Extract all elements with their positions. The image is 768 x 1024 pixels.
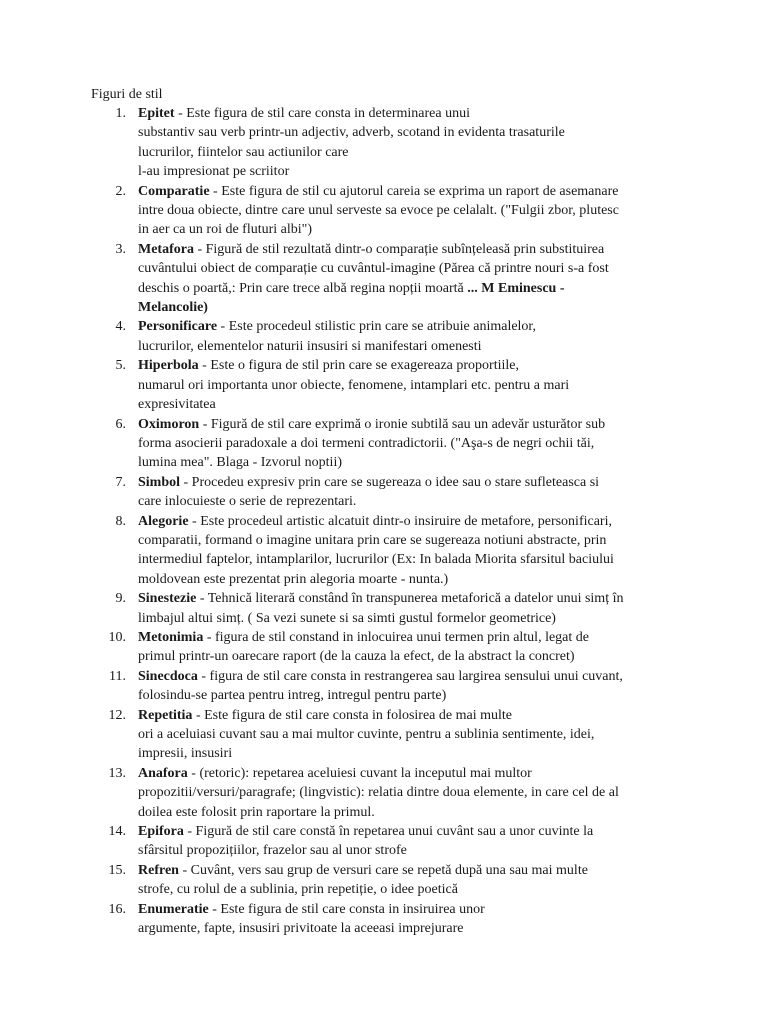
term-text: - Figură de stil care constă în repetarea unui cuvânt sau a unor cuvinte la [183,824,594,840]
list-item [0,240,658,318]
term-text: - Este figura de stil care consta in insiruirea unor [208,901,485,917]
item-number: 8. [115,513,126,529]
term-text: forma asocierii paradoxale a doi termeni contradictorii. ("Aşa-s de negri ochii tăi, [138,435,595,451]
item-line [138,609,658,628]
term-text: - Este o figura de stil prin care se exagereaza proportiile, [198,358,519,374]
item-number: 13. [108,765,126,781]
item-line [138,783,658,802]
term-text: comparatii, formand o imagine unitara prin care se sugereaza notiuni abstracte, prin [138,532,607,548]
item-number: 16. [108,901,126,917]
list-item [0,706,658,764]
term-name: Alegorie [138,513,189,529]
item-line [138,376,658,395]
item-line [138,512,658,531]
item-line [138,919,658,938]
item-line [138,531,658,550]
term-text: doilea este folosit prin raportare la primul. [138,804,375,820]
list-item [0,861,658,900]
term-text: - Procedeu expresiv prin care se sugereaza o idee sau o stare sufleteasca si [180,474,600,490]
item-line [138,822,658,841]
item-line [138,764,658,783]
term-text: - Tehnică literară constând în transpunerea metaforică a datelor unui simț în [196,591,624,607]
term-text: deschis o poartă,: Prin care trece albă regina nopții moartă [138,280,468,296]
term-text: lumina mea". Blaga - Izvorul noptii) [138,455,342,471]
term-text: numarul ori importanta unor obiecte, fenomene, intamplari etc. pentru a mari [138,377,570,393]
term-text: intermediul faptelor, intamplarilor, lucrurilor (Ex: In balada Miorita sfarsitul baciului [138,552,614,568]
term-text: - Este procedeul stilistic prin care se atribuie animalelor, [217,319,537,335]
term-text: - Cuvânt, vers sau grup de versuri care se repetă după una sau mai multe [178,862,588,878]
term-text: - Este figura de stil cu ajutorul careia se exprima un raport de asemanare [209,183,619,199]
term-text: propozitii/versuri/paragrafe; (lingvistic): relatia dintre doua elemente, in care cel de al [138,785,619,801]
item-line [138,162,658,181]
term-text: lucrurilor, fiintelor sau actiunilor care [138,144,349,160]
item-number: 7. [115,474,126,490]
item-number: 11. [109,668,126,684]
term-text: primul printr-un oarecare raport (de la cauza la efect, de la abstract la concret) [138,649,575,665]
term-name: Simbol [138,474,181,490]
term-name: Anafora [138,765,188,781]
term-name: Refren [138,862,179,878]
item-line [138,337,658,356]
term-text: care inlocuieste o serie de reprezentari. [138,494,357,510]
term-name: ... M Eminescu - [467,280,565,296]
term-name: Sinestezie [138,591,197,607]
term-name: Melancolie) [138,300,208,316]
item-line [138,706,658,725]
item-line [138,725,658,744]
term-text: - Este procedeul artistic alcatuit dintr-o insiruire de metafore, personificari, [188,513,612,529]
term-text: intre doua obiecte, dintre care unul serveste sa evoce pe celalalt. ("Fulgii zbor, plutesc [138,203,619,219]
item-number: 3. [115,241,126,257]
item-line [138,356,658,375]
item-line [138,880,658,899]
item-line [138,861,658,880]
item-line [138,453,658,472]
term-text: moldovean este prezentat prin alegoria moarte - nunta.) [138,571,449,587]
term-text: lucrurilor, elementelor naturii insusiri si manifestari omenesti [138,338,482,354]
item-line [138,123,658,142]
item-number: 10. [108,629,126,645]
item-line [138,143,658,162]
term-name: Personificare [138,319,218,335]
term-text: expresivitatea [138,397,216,413]
item-line [138,744,658,763]
term-name: Repetitia [138,707,193,723]
list-item [0,415,658,473]
term-name: Metonimia [138,629,204,645]
item-number: 15. [108,862,126,878]
term-name: Metafora [138,241,194,257]
item-line [138,279,658,298]
figures-list [0,104,768,938]
list-item [0,764,658,822]
term-text: - figura de stil constand in inlocuirea unui termen prin altul, legat de [203,629,589,645]
term-text: l-au impresionat pe scriitor [138,164,290,180]
item-line [138,492,658,511]
item-line [138,628,658,647]
item-line [138,647,658,666]
term-text: argumente, fapte, insusiri privitoate la aceeasi imprejurare [138,921,464,937]
term-text: folosindu-se partea pentru intreg, intregul pentru parte) [138,688,447,704]
list-item [0,182,658,240]
term-name: Hiperbola [138,358,199,374]
item-line [138,550,658,569]
term-name: Enumeratie [138,901,209,917]
item-line [138,240,658,259]
term-text: - Figură de stil rezultată dintr-o comparație subînțeleasă prin substituirea [193,241,605,257]
list-item [0,104,658,182]
item-line [138,415,658,434]
item-line [138,104,658,123]
item-number: 12. [108,707,126,723]
item-number: 1. [115,106,126,121]
item-line [138,667,658,686]
term-text: impresii, insusiri [138,746,233,762]
list-item [0,822,658,861]
item-line [138,182,658,201]
list-item [0,667,658,706]
item-line [138,686,658,705]
term-text: cuvântului obiect de comparație cu cuvântul-imagine (Părea că printre nouri s-a fost [138,261,609,277]
list-item [0,512,658,590]
item-line [138,298,658,317]
term-name: Oximoron [138,416,200,432]
item-number: 9. [115,591,126,607]
document-title: Figuri de stil [91,87,163,102]
list-item [0,317,658,356]
item-number: 4. [115,319,126,335]
term-text: - (retoric): repetarea aceluiesi cuvant la inceputul mai multor [187,765,532,781]
term-name: Epitet [138,106,175,121]
item-number: 2. [115,183,126,199]
item-line [138,841,658,860]
term-text: substantiv sau verb printr-un adjectiv, adverb, scotand in evidenta trasaturile [138,125,565,141]
term-text: strofe, cu rolul de a sublinia, prin repetiție, o idee poetică [138,882,458,898]
item-line [138,570,658,589]
term-text: - Este figura de stil care consta in determinarea unui [174,106,470,121]
term-text: - figura de stil care consta in restrangerea sau largirea sensului unui cuvant, [197,668,623,684]
item-line [138,220,658,239]
term-text: sfârsitul propozițiilor, frazelor sau al unor strofe [138,843,407,859]
term-text: - Este figura de stil care consta in folosirea de mai multe [192,707,512,723]
item-line [138,473,658,492]
item-line [138,803,658,822]
item-number: 5. [115,358,126,374]
item-line [138,259,658,278]
term-text: limbajul altui simț. ( Sa vezi sunete si sa simti gustul formelor geometrice) [138,610,556,626]
item-number: 14. [108,824,126,840]
term-name: Comparatie [138,183,210,199]
item-line [138,201,658,220]
term-text: ori a aceluiasi cuvant sau a mai multor cuvinte, pentru a sublinia sentimente, idei, [138,727,595,742]
item-line [138,434,658,453]
item-line [138,395,658,414]
list-item [0,356,658,414]
list-item [0,628,658,667]
item-line [138,317,658,336]
item-line [138,900,658,919]
list-item [0,900,658,939]
list-item [0,473,658,512]
list-item [0,589,658,628]
term-name: Sinecdoca [138,668,198,684]
term-text: in aer ca un roi de fluturi albi") [138,222,313,238]
term-name: Epifora [138,824,184,840]
term-text: - Figură de stil care exprimă o ironie subtilă sau un adevăr usturător sub [199,416,606,432]
item-line [138,589,658,608]
item-number: 6. [115,416,126,432]
